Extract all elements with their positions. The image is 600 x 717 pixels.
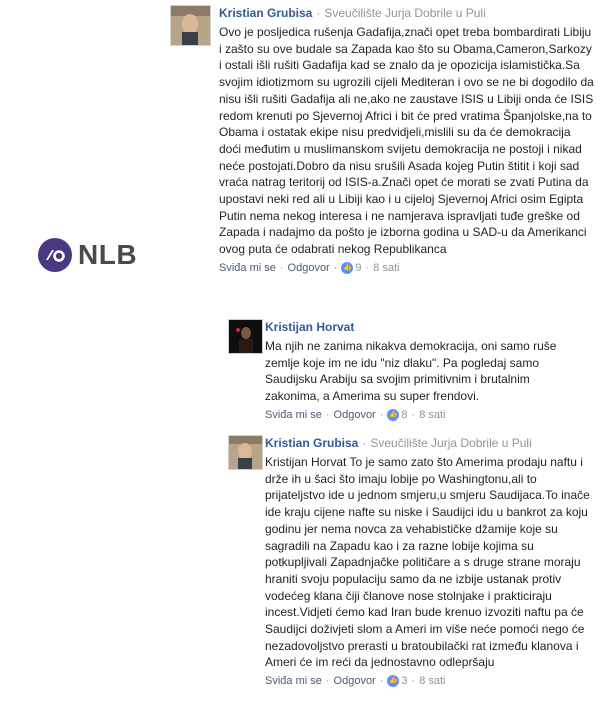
reply-link[interactable]: Odgovor: [333, 675, 376, 688]
comment-author[interactable]: Kristian Grubisa: [219, 6, 313, 20]
thumbs-up-icon: 👍: [341, 262, 353, 274]
nlb-logo-text: NLB: [78, 239, 138, 270]
thumbs-up-icon: 👍: [387, 675, 399, 687]
nlb-logo: [38, 238, 137, 272]
avatar[interactable]: [228, 435, 263, 470]
comment-text: Ovo je posljedica rušenja Gadafija,znači opet treba bombardirati Libiju i zašto su ove budale sa Zapada kao što su Obama,Cameron,Sarkozy i ostali išli rušiti Gadafija kad se znalo da je opozicija islamistička.Sa svojim idiotizmom su ugrozili cijeli Mediteran i ovo se ne bi dogodilo da nisu išli rušiti Gadafija ali ne,ako ne zaustave ISIS u Libiji onda će ISIS redom krenuti po Sjevernoj Africi i bit će pred vratima Španjolske,na to Obama i ostatak ekipe nisu predvidjeli,mislili su da će demokracija doći međutim u muslimanskom svijetu demokracija ne postoji i nikad neće postojati.Dobro da nisu srušili Asada kojeg Putin štitit i koji sad vraća natrag teritorij od ISIS-a.Znači opet će morati se zvati Putina da upostavi neki red ali u Libiji kao i u cijeloj Sjevernoj Africi osim Egipta Putin nema nekog interesa i ne namjerava ispravljati tuđe greške od Zapada i nadajmo da pošto je izborna godina u SAD-u da Amerikanci ovog puta će odabrati nekog Republikanca: [219, 25, 594, 257]
thumbs-up-icon: 👍: [387, 409, 399, 421]
nlb-logo-mark-icon: [38, 238, 72, 272]
comment-affiliation[interactable]: Sveučilište Jurja Dobrile u Puli: [370, 436, 532, 450]
reply-link[interactable]: Odgovor: [333, 408, 376, 421]
comment-time[interactable]: 8 sati: [373, 261, 400, 274]
comment-text: Ma njih ne zanima nikakva demokracija, oni samo ruše zemlje koje im ne idu "niz dlaku". Pa pogledaj samo Saudijsku Arabiju sa svojim primitivnim i brutalnim zakonima, a Amerima su super frendovi.: [265, 339, 557, 404]
reply-link[interactable]: Odgovor: [287, 261, 330, 274]
like-count[interactable]: 9: [355, 261, 362, 274]
like-link[interactable]: Sviđa mi se: [219, 261, 276, 274]
comment-reply: Kristijan Horvat Ma njih ne zanima nikakva demokracija, oni samo ruše zemlje koje im ne idu "niz dlaku". Pa pogledaj samo Saudijsku Arabiju sa svojim primitivnim i brutalnim zakonima, a Amerima su super frendovi. Sviđa mi se · Odgovor · 👍 8 · 8 sati: [216, 319, 586, 422]
avatar[interactable]: [170, 5, 211, 46]
comment-author[interactable]: Kristian Grubisa: [265, 436, 359, 450]
comment-author[interactable]: Kristijan Horvat: [265, 320, 355, 334]
comment-text: Kristijan Horvat To je samo zato što Amerima prodaju naftu i drže ih u šaci što imaju lobije po Washingtonu,ali to prijateljstvo ide u jednom smjeru,u smjeru Saudijaca.To inače ide kraju cijene nafte su niske i Saudijci idu u bankrot za koju godinu jer nema novca za vehabističke džamije koje su sagradili na Zapadu kao i za razne lobije kojima su potkupljivali Zapadnjačke političare a s druge strane moraju hraniti svoju populaciju samo da ne izbije ustanak protiv vodećeg klana čiji članove nose stolnjake i prakticiraju incest.Vidjeti ćemo kad Iran bude krenuo izvoziti naftu pa će Saudijci doživjeti slom a Ameri im više neće pomoći nego će nezadovoljstvo prerasti u bratoubilački rat između klanova i Ameri će im reći da jednostavno odlepršaju: [265, 455, 590, 670]
like-link[interactable]: Sviđa mi se: [265, 408, 322, 421]
avatar[interactable]: [228, 319, 263, 354]
comment-time[interactable]: 8 sati: [419, 675, 446, 688]
comment-affiliation[interactable]: Sveučilište Jurja Dobrile u Puli: [324, 6, 486, 20]
comment-reply: Kristian Grubisa · Sveučilište Jurja Dobrile u Puli Kristijan Horvat To je samo zato što Amerima prodaju naftu i drže ih u šaci što imaju lobije po Washingtonu,ali to prijateljstvo ide u jednom smjeru,u smjeru Saudijaca.To inače ide kraju cijene nafte su niske i Saudijci idu u bankrot za koju godinu jer nema novca za vehabističke džamije koje su sagradili na Zapadu kao i za razne lobije kojima su potkupljivali Zapadnjačke političare a s druge strane moraju hraniti svoju populaciju samo da ne izbije ustanak protiv vodećeg klana čiji članove nose stolnjake i prakticiraju incest.Vidjeti ćemo kad Iran bude krenuo izvoziti naftu pa će Saudijci doživjeti slom a Ameri im više neće pomoći nego će nezadovoljstvo prerasti u bratoubilački rat između klanova i Ameri će im reći da jednostavno odlepršaju Sviđa mi se · Odgovor · 👍 3 · 8 sati: [216, 435, 591, 688]
like-link[interactable]: Sviđa mi se: [265, 675, 322, 688]
like-count[interactable]: 3: [401, 675, 408, 688]
comment-time[interactable]: 8 sati: [419, 408, 446, 421]
like-count[interactable]: 8: [401, 408, 408, 421]
comment: Kristian Grubisa · Sveučilište Jurja Dobrile u Puli Ovo je posljedica rušenja Gadafija,znači opet treba bombardirati Libiju i zašto su ove budale sa Zapada kao što su Obama,Cameron,Sarkozy i ostali išli rušiti Gadafija kad se znalo da je opozicija islamistička.Sa svojim idiotizmom su ugrozili cijeli Mediteran i ovo se ne bi dogodilo da nisu išli rušiti Gadafija ali ne,ako ne zaustave ISIS u Libiji onda će ISIS redom krenuti po Sjevernoj Africi i bit će pred vratima Španjolske,na to Obama i ostatak ekipe nisu predvidjeli,mislili su da će demokracija doći međutim u muslimanskom svijetu demokracija ne postoji i nikad neće postojati.Dobro da nisu srušili Asada kojeg Putin štitit i koji sad vraća natrag teritorij od ISIS-a.Znači opet će morati se zvati Putina da upostavi neki red ali u Libiji kao i u cijeloj Sjevernoj Africi osim Egipta Putin nema nekog interesa i ne namjerava ispravljati tuđe greške od Zapada i nadajmo da pošto je izborna godina u SAD-u da Amerikanci ovog puta će odabrati nekog Republikanca Sviđa mi se · Odgovor · 👍 9 · 8 sati: [170, 5, 595, 275]
